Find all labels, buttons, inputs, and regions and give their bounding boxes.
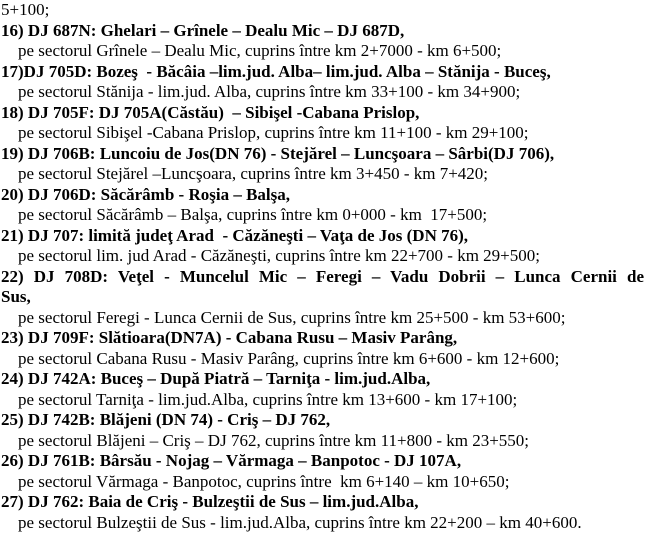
road-item-detail-line: pe sectorul Cabana Rusu - Masiv Parâng, cuprins între km 6+600 - km 12+600; <box>18 348 560 368</box>
road-item-detail-line: pe sectorul Bulzeştii de Sus - lim.jud.Alba, cuprins între km 22+200 – km 40+600. <box>18 512 582 532</box>
road-item-heading-line: 22) DJ 708D: Veţel - Muncelul Mic – Feregi – Vadu Dobrii – Lunca Cernii de <box>1 266 644 286</box>
road-item-detail-line: pe sectorul Vărmaga - Banpotoc, cuprins între km 6+140 – km 10+650; <box>18 471 510 491</box>
road-item-heading-line: 19) DJ 706B: Luncoiu de Jos(DN 76) - Stejărel – Luncşoara – Sârbi(DJ 706), <box>1 143 555 163</box>
road-item-detail-line: pe sectorul Stănija - lim.jud. Alba, cuprins între km 33+100 - km 34+900; <box>18 82 521 101</box>
road-item-detail-line: pe sectorul Grînele – Dealu Mic, cuprins între km 2+7000 - km 6+500; <box>18 41 502 60</box>
road-item-heading-line: 25) DJ 742B: Blăjeni (DN 74) - Criş – DJ 762, <box>1 410 331 429</box>
road-item-heading-line: 23) DJ 709F: Slătioara(DN7A) - Cabana Rusu – Masiv Parâng, <box>1 328 458 347</box>
road-item-heading-line: 24) DJ 742A: Buceş – După Piatră – Tarniţa - lim.jud.Alba, <box>1 369 431 388</box>
road-item-detail-line: 5+100; <box>1 0 50 19</box>
road-item-detail-line: pe sectorul Stejărel –Luncşoara, cuprins între km 3+450 - km 7+420; <box>18 164 489 183</box>
road-item-detail-line: pe sectorul Feregi - Lunca Cernii de Sus, cuprins între km 25+500 - km 53+600; <box>18 307 566 327</box>
road-item-heading-line: 17)DJ 705D: Bozeş - Băcâia –lim.jud. Alba– lim.jud. Alba – Stănija - Buceş, <box>1 61 551 81</box>
road-item-heading-line: 16) DJ 687N: Ghelari – Grînele – Dealu Mic – DJ 687D, <box>1 20 405 40</box>
road-item-detail-line: pe sectorul Sibişel -Cabana Prislop, cuprins între km 11+100 - km 29+100; <box>18 123 529 142</box>
road-item-heading-line: 26) DJ 761B: Bârsău - Nojag – Vărmaga – Banpotoc - DJ 107A, <box>1 451 462 470</box>
road-item-detail-line: pe sectorul Săcărâmb – Balşa, cuprins între km 0+000 - km 17+500; <box>18 205 488 224</box>
road-item-heading-line: 20) DJ 706D: Săcărâmb - Roşia – Balşa, <box>1 184 290 204</box>
road-item-heading-line: Sus, <box>1 287 31 306</box>
road-item-detail-line: pe sectorul Tarniţa - lim.jud.Alba, cuprins între km 13+600 - km 17+100; <box>18 389 518 409</box>
road-item-detail-line: pe sectorul lim. jud Arad - Căzăneşti, cuprins între km 22+700 - km 29+500; <box>18 246 540 265</box>
road-item-heading-line: 27) DJ 762: Baia de Criş - Bulzeştii de Sus – lim.jud.Alba, <box>1 492 419 511</box>
road-item-detail-line: pe sectorul Blăjeni – Criş – DJ 762, cuprins între km 11+800 - km 23+550; <box>18 430 530 450</box>
road-item-heading-line: 18) DJ 705F: DJ 705A(Căstău) – Sibişel -Cabana Prislop, <box>1 102 420 122</box>
road-item-heading-line: 21) DJ 707: limită judeţ Arad - Căzăneşti – Vaţa de Jos (DN 76), <box>1 225 469 245</box>
